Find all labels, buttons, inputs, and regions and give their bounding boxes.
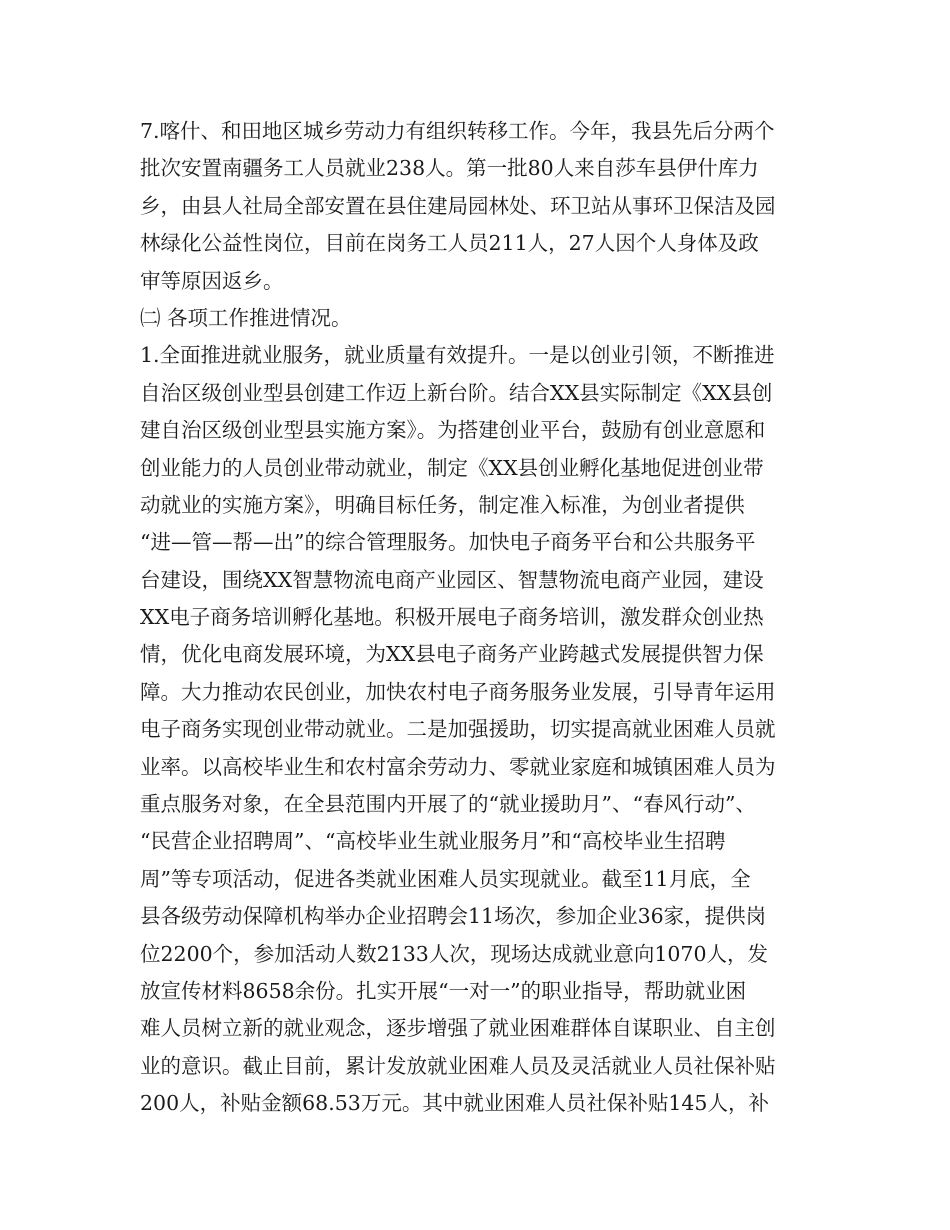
text-line: 业的意识。截止目前，累计发放就业困难人员及灵活就业人员社保补贴 [140, 1053, 776, 1078]
text-line: 情，优化电商发展环境，为XX县电子商务产业跨越式发展提供智力保 [140, 642, 764, 667]
text-line: 林绿化公益性岗位，目前在岗务工人员211人，27人因个人身体及政 [140, 231, 759, 256]
text-line: 审等原因返乡。 [140, 268, 284, 293]
text-line: 重点服务对象，在全县范围内开展了的“就业援助月”、“春风行动”、 [140, 792, 756, 817]
text-line: 动就业的实施方案》，明确目标任务，制定准入标准，为创业者提供 [140, 492, 745, 517]
text-line: 障。大力推动农民创业，加快农村电子商务服务业发展，引导青年运用 [140, 679, 776, 704]
text-line: 电子商务实现创业带动就业。二是加强援助，切实提高就业困难人员就 [140, 717, 776, 742]
text-line: 县各级劳动保障机构举办企业招聘会11场次，参加企业36家，提供岗 [140, 904, 767, 929]
text-line: 7.喀什、和田地区城乡劳动力有组织转移工作。今年，我县先后分两个 [140, 119, 775, 143]
text-line: 自治区级创业型县创建工作迈上新台阶。结合XX县实际制定《XX县创 [140, 380, 773, 405]
text-line: 200人，补贴金额68.53万元。其中就业困难人员社保补贴145人，补 [140, 1091, 769, 1116]
text-line: 台建设，围绕XX智慧物流电商产业园区、智慧物流电商产业园，建设 [140, 567, 764, 592]
text-line: “民营企业招聘周”、“高校毕业生就业服务月”和“高校毕业生招聘 [140, 829, 726, 854]
text-line: 创业能力的人员创业带动就业，制定《XX县创业孵化基地促进创业带 [140, 455, 764, 480]
section-heading: ㈡ 各项工作推进情况。 [140, 305, 352, 330]
text-line: 难人员树立新的就业观念，逐步增强了就业困难群体自谋职业、自主创 [140, 1016, 776, 1041]
text-line: 位2200个，参加活动人数2133人次，现场达成就业意向1070人，发 [140, 941, 769, 966]
text-line: “进—管—帮—出”的综合管理服务。加快电子商务平台和公共服务平 [140, 530, 756, 555]
text-line: 1.全面推进就业服务，就业质量有效提升。一是以创业引领，不断推进 [140, 343, 775, 368]
text-line: 建自治区级创业型县实施方案》。为搭建创业平台，鼓励有创业意愿和 [140, 418, 766, 443]
text-line: 乡，由县人社局全部安置在县住建局园林处、环卫站从事环卫保洁及园 [140, 193, 776, 218]
text-line: 批次安置南疆务工人员就业238人。第一批80人来自莎车县伊什库力 [140, 156, 759, 181]
body-text [140, 113, 820, 1123]
text-line: 周”等专项活动，促进各类就业困难人员实现就业。截至11月底，全 [140, 866, 751, 891]
text-line: 放宣传材料8658余份。扎实开展“一对一”的职业指导，帮助就业困 [140, 978, 747, 1003]
text-line: 业率。以高校毕业生和农村富余劳动力、零就业家庭和城镇困难人员为 [140, 754, 776, 779]
text-line: XX电子商务培训孵化基地。积极开展电子商务培训，激发群众创业热 [140, 605, 764, 630]
